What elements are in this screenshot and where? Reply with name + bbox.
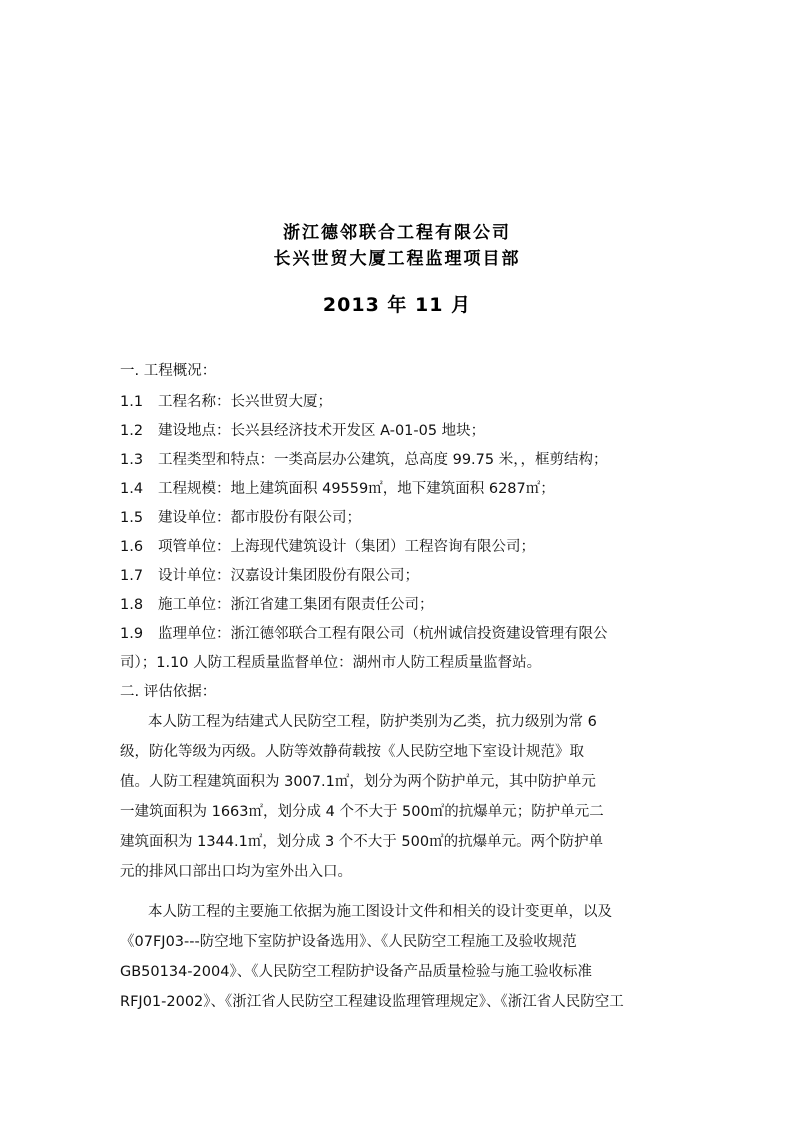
item-text: 工程名称：长兴世贸大厦；: [158, 394, 332, 410]
overview-item-continuation: 司）；1.10 人防工程质量监督单位：湖州市人防工程质量监督站。: [120, 655, 542, 671]
overview-item: [120, 566, 419, 586]
overview-item: [120, 421, 485, 441]
project-department: 长兴世贸大厦工程监理项目部: [273, 249, 521, 269]
overview-item: [120, 450, 607, 470]
paragraph-line: GB50134-2004》、《人民防空工程防护设备产品质量检验与施工验收标准: [120, 964, 592, 980]
paragraph-line: RFJ01-2002》、《浙江省人民防空工程建设监理管理规定》、《浙江省人民防空工: [120, 994, 624, 1010]
paragraph-line: 值。人防工程建筑面积为 3007.1㎡，划分为两个防护单元，其中防护单元: [120, 774, 596, 790]
paragraph-line: 《07FJ03---防空地下室防护设备选用》、《人民防空工程施工及验收规范: [120, 934, 577, 950]
item-text: 设计单位：汉嘉设计集团股份有限公司；: [158, 568, 419, 584]
item-number: 1.8: [120, 597, 144, 613]
item-text: 监理单位：浙江德邻联合工程有限公司（杭州诚信投资建设管理有限公: [158, 626, 608, 642]
paragraph-line: 元的排风口部出口均为室外出入口。: [120, 864, 352, 880]
overview-item: [120, 392, 332, 412]
paragraph-line: 一建筑面积为 1663㎡，划分成 4 个不大于 500㎡的抗爆单元；防护单元二: [120, 804, 604, 820]
section-1-title: 一. 工程概况：: [120, 363, 217, 379]
paragraph-line: 级，防化等级为丙级。人防等效静荷载按《人民防空地下室设计规范》取: [120, 744, 584, 760]
paragraph-line: 本人防工程为结建式人民防空工程，防护类别为乙类，抗力级别为常 6: [148, 714, 597, 730]
item-text: 建设地点：长兴县经济技术开发区 A-01-05 地块；: [158, 423, 486, 439]
document-date: 2013 年 11 月: [322, 294, 472, 316]
item-number: 1.7: [120, 568, 144, 584]
item-number: 1.5: [120, 510, 144, 526]
overview-item: [120, 595, 434, 615]
item-number: 1.6: [120, 539, 144, 555]
overview-item: [120, 624, 608, 644]
overview-item: [120, 537, 535, 557]
item-text: 工程规模：地上建筑面积 49559㎡，地下建筑面积 6287㎡；: [158, 481, 555, 497]
item-number: 1.2: [120, 423, 144, 439]
item-text: 工程类型和特点：一类高层办公建筑，总高度 99.75 米，，框剪结构；: [158, 452, 608, 468]
company-name: 浙江德邻联合工程有限公司: [283, 223, 511, 243]
section-2-title: 二. 评估依据：: [120, 684, 217, 700]
item-number: 1.1: [120, 394, 144, 410]
overview-item: [120, 479, 555, 499]
item-number: 1.4: [120, 481, 144, 497]
item-text: 项管单位：上海现代建筑设计（集团）工程咨询有限公司；: [158, 539, 535, 555]
item-number: 1.3: [120, 452, 144, 468]
item-text: 建设单位：都市股份有限公司；: [158, 510, 361, 526]
item-number: 1.9: [120, 626, 144, 642]
item-text: 施工单位：浙江省建工集团有限责任公司；: [158, 597, 434, 613]
overview-item: [120, 508, 361, 528]
paragraph-line: 本人防工程的主要施工依据为施工图设计文件和相关的设计变更单，以及: [148, 904, 612, 920]
paragraph-line: 建筑面积为 1344.1㎡，划分成 3 个不大于 500㎡的抗爆单元。两个防护单: [120, 834, 604, 850]
